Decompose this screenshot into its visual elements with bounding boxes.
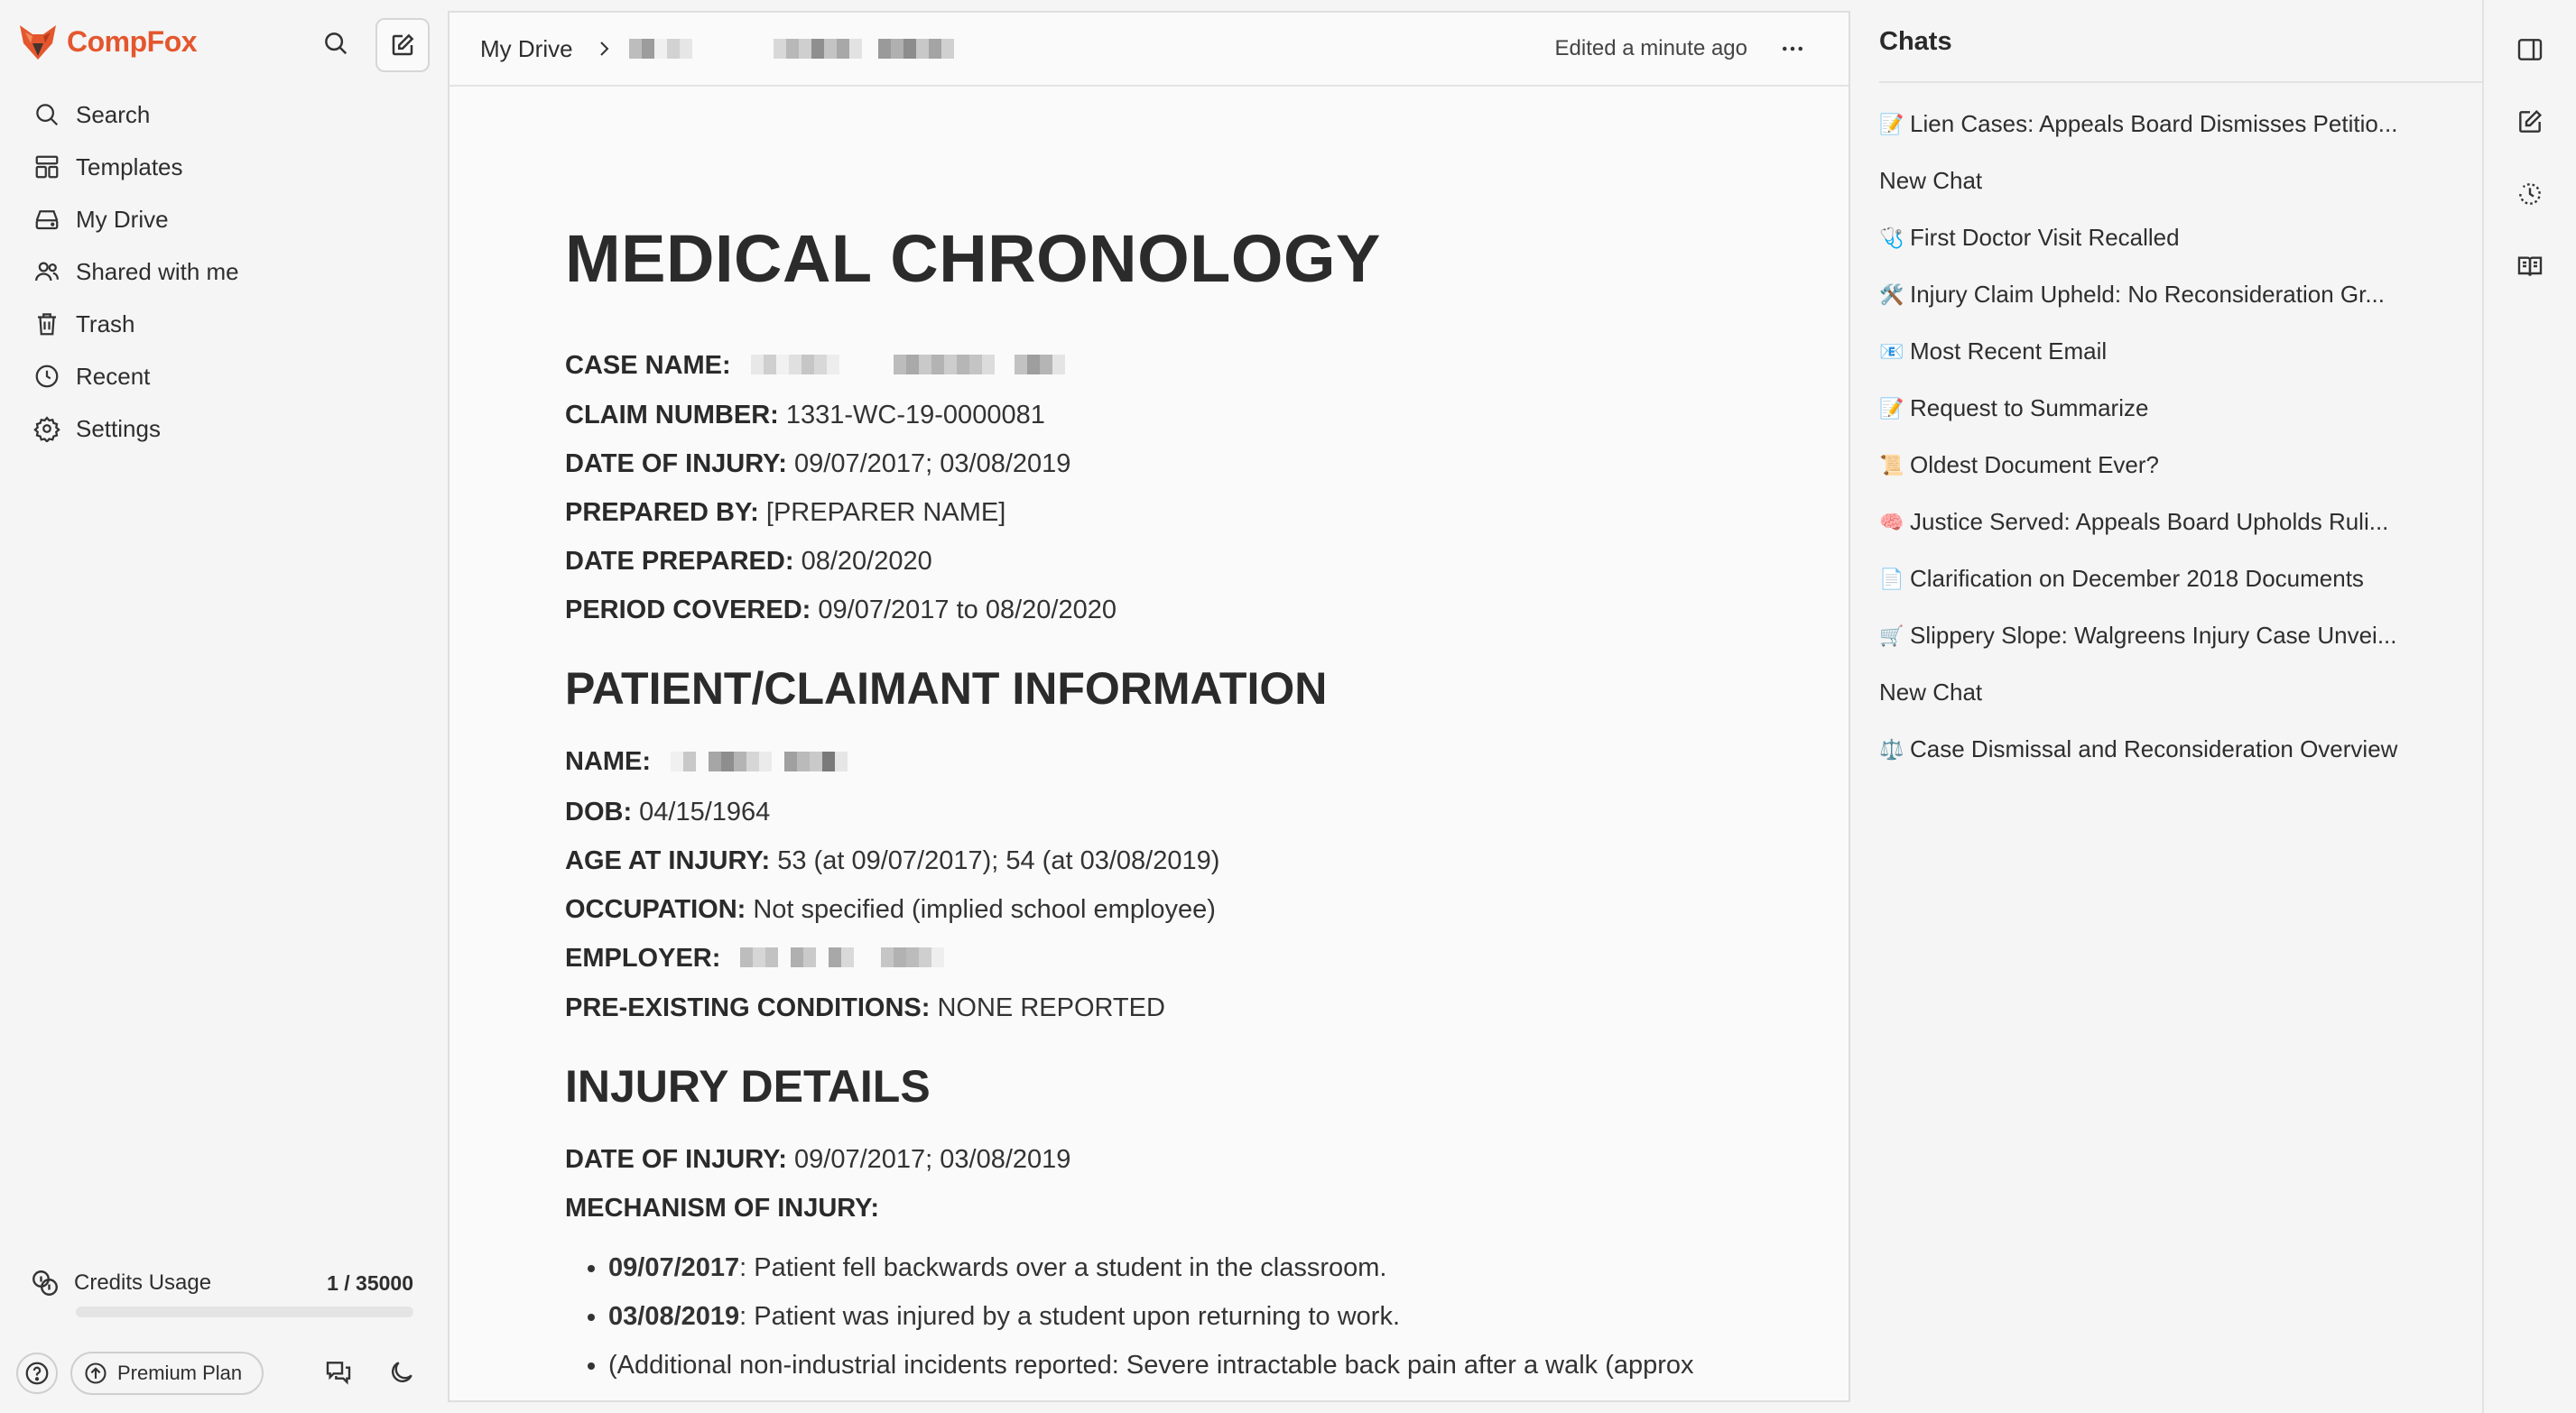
scroll-icon: 📜	[1879, 453, 1904, 476]
sidebar-item-trash[interactable]	[16, 298, 431, 350]
document-icon: 📄	[1879, 567, 1904, 590]
chat-item-label: New Chat	[1879, 679, 1983, 706]
field-value: 1331-WC-19-0000081	[785, 401, 1045, 430]
field-value: 09/07/2017; 03/08/2019	[794, 449, 1071, 479]
field-label: DOB:	[565, 797, 633, 827]
field-label: CLAIM NUMBER:	[565, 401, 779, 430]
field-value: 08/20/2020	[801, 547, 932, 577]
brand-name: CompFox	[67, 24, 198, 58]
case-name-line	[565, 341, 1793, 391]
redacted-patient-name	[671, 739, 848, 788]
right-rail	[2482, 0, 2576, 1413]
document-header	[449, 13, 1849, 87]
chats-title: Chats	[1879, 27, 1952, 56]
chat-item-label: Most Recent Email	[1910, 337, 2108, 365]
credits-value: 1 / 35000	[327, 1270, 413, 1295]
date-of-injury-line	[565, 439, 1793, 488]
field-label: AGE AT INJURY:	[565, 845, 771, 875]
fox-logo-icon	[16, 20, 60, 63]
section-heading-patient: PATIENT/CLAIMANT INFORMATION	[565, 663, 1328, 715]
cart-icon: 🛒	[1879, 623, 1904, 647]
sidebar-item-label: Shared with me	[76, 257, 239, 285]
coins-icon	[29, 1267, 61, 1299]
chat-item-label: Case Dismissal and Reconsideration Overview	[1910, 735, 2398, 762]
sidebar-item-search[interactable]	[16, 88, 431, 141]
occupation-line	[565, 885, 1793, 934]
chevron-right-icon	[593, 38, 615, 60]
chat-item[interactable]	[1879, 437, 2466, 494]
field-label: DATE OF INJURY:	[565, 449, 787, 479]
moon-icon	[387, 1358, 416, 1387]
chat-item[interactable]	[1879, 550, 2466, 607]
field-value: 09/07/2017; 03/08/2019	[794, 1145, 1071, 1175]
chat-list	[1879, 96, 2466, 778]
chat-item-label: Slippery Slope: Walgreens Injury Case Unvei...	[1910, 622, 2397, 649]
document-title: MEDICAL CHRONOLOGY	[565, 221, 1381, 296]
age-at-injury-line	[565, 836, 1793, 885]
field-label: EMPLOYER:	[565, 943, 721, 973]
chat-item[interactable]	[1879, 380, 2466, 437]
list-item-date: 03/08/2019	[608, 1302, 740, 1332]
list-item-date: 09/07/2017	[608, 1253, 740, 1283]
sidebar-item-recent[interactable]	[16, 350, 431, 402]
sidebar-item-label: Templates	[76, 152, 183, 180]
period-covered-line	[565, 586, 1793, 634]
users-icon	[31, 255, 63, 288]
field-label: DATE PREPARED:	[565, 547, 794, 577]
redacted-case-name	[751, 342, 1065, 391]
clock-icon	[31, 360, 63, 392]
chat-bubbles-icon	[324, 1358, 353, 1387]
list-item	[608, 1292, 1793, 1341]
sidebar-nav	[16, 88, 431, 455]
credits-progress-bar	[76, 1307, 413, 1317]
field-label: PERIOD COVERED:	[565, 596, 811, 625]
credits-usage	[29, 1263, 413, 1317]
field-value: 53 (at 09/07/2017); 54 (at 03/08/2019)	[777, 845, 1220, 875]
sidebar-footer	[16, 1350, 422, 1397]
upgrade-icon	[83, 1361, 108, 1386]
feedback-button[interactable]	[318, 1352, 359, 1393]
premium-plan-label: Premium Plan	[117, 1362, 243, 1384]
sidebar-search-button[interactable]	[310, 18, 361, 69]
injury-date-line	[565, 1135, 1793, 1184]
email-icon: 📧	[1879, 339, 1904, 363]
chat-item[interactable]	[1879, 494, 2466, 550]
mechanism-list	[565, 1243, 1793, 1390]
sidebar-item-label: My Drive	[76, 205, 169, 233]
chat-item[interactable]	[1879, 209, 2466, 266]
more-options-button[interactable]	[1773, 29, 1812, 69]
sidebar-item-label: Search	[76, 100, 151, 128]
library-button[interactable]	[2509, 245, 2551, 287]
templates-icon	[31, 151, 63, 183]
section-heading-injury: INJURY DETAILS	[565, 1061, 931, 1113]
stethoscope-icon: 🩺	[1879, 226, 1904, 249]
list-item-text: : Patient fell backwards over a student in the classroom.	[739, 1253, 1387, 1283]
dob-line	[565, 788, 1793, 836]
field-label: PRE-EXISTING CONDITIONS:	[565, 993, 931, 1023]
drive-icon	[31, 203, 63, 236]
sidebar-item-my-drive[interactable]	[16, 193, 431, 245]
sidebar-item-label: Recent	[76, 362, 151, 390]
document-body[interactable]	[565, 175, 1793, 1390]
patient-name-line	[565, 737, 1793, 787]
field-value: [PREPARER NAME]	[765, 498, 1006, 528]
sidebar-item-settings[interactable]	[16, 402, 431, 455]
sidebar-item-shared[interactable]	[16, 245, 431, 298]
pre-existing-conditions-line	[565, 984, 1793, 1032]
field-value: 04/15/1964	[639, 797, 771, 827]
credits-label: Credits Usage	[74, 1270, 212, 1295]
chat-item-label: Clarification on December 2018 Documents	[1910, 565, 2364, 592]
field-value: 09/07/2017 to 08/20/2020	[818, 596, 1117, 625]
list-item-text: : Patient was injured by a student upon returning to work.	[739, 1302, 1401, 1332]
document-pane	[448, 11, 1850, 1402]
breadcrumb-redacted-document	[774, 39, 954, 59]
new-chat-button[interactable]	[2509, 101, 2551, 143]
help-button[interactable]	[16, 1353, 58, 1394]
toggle-panel-button[interactable]	[2509, 29, 2551, 70]
field-value: NONE REPORTED	[937, 993, 1165, 1023]
claim-number-line	[565, 391, 1793, 439]
chat-item[interactable]	[1879, 721, 2466, 778]
premium-plan-button[interactable]	[70, 1352, 264, 1395]
sidebar-item-label: Settings	[76, 414, 161, 442]
breadcrumb-redacted-folder[interactable]	[629, 39, 692, 59]
brand[interactable]	[16, 16, 197, 67]
breadcrumb-my-drive[interactable]: My Drive	[480, 34, 573, 62]
mechanism-line	[565, 1184, 1793, 1233]
trash-icon	[31, 308, 63, 340]
field-label: PREPARED BY:	[565, 498, 759, 528]
dark-mode-toggle[interactable]	[381, 1352, 422, 1393]
chat-item-label: Lien Cases: Appeals Board Dismisses Petitio...	[1910, 110, 2398, 137]
tools-icon: 🛠️	[1879, 282, 1904, 306]
chat-item[interactable]	[1879, 152, 2466, 209]
redacted-employer	[740, 935, 944, 984]
book-icon	[2516, 252, 2544, 281]
brain-icon: 🧠	[1879, 510, 1904, 533]
edit-icon	[2516, 107, 2544, 136]
chat-item-label: Request to Summarize	[1910, 394, 2149, 421]
history-button[interactable]	[2509, 173, 2551, 215]
field-label: NAME:	[565, 747, 652, 777]
divider	[1879, 81, 2482, 83]
panel-icon	[2516, 35, 2544, 64]
scales-icon: ⚖️	[1879, 737, 1904, 761]
sidebar-item-templates[interactable]	[16, 141, 431, 193]
chat-item[interactable]	[1879, 96, 2466, 152]
chat-item-label: Justice Served: Appeals Board Upholds Ruli...	[1910, 508, 2389, 535]
field-label: MECHANISM OF INJURY:	[565, 1194, 879, 1224]
employer-line	[565, 934, 1793, 984]
chat-item-label: New Chat	[1879, 167, 1983, 194]
history-icon	[2516, 180, 2544, 208]
field-label: DATE OF INJURY:	[565, 1145, 787, 1175]
chats-panel	[1865, 0, 2482, 1413]
field-label: OCCUPATION:	[565, 894, 746, 924]
chat-item[interactable]	[1879, 664, 2466, 721]
chat-item-label: Oldest Document Ever?	[1910, 451, 2160, 478]
date-prepared-line	[565, 537, 1793, 586]
chat-item-label: First Doctor Visit Recalled	[1910, 224, 2180, 251]
new-document-button[interactable]	[375, 18, 430, 72]
help-icon	[23, 1360, 51, 1387]
list-item	[608, 1341, 1793, 1390]
sidebar-item-label: Trash	[76, 309, 135, 337]
memo-icon: 📝	[1879, 396, 1904, 420]
edit-icon	[389, 32, 416, 59]
gear-icon	[31, 412, 63, 445]
prepared-by-line	[565, 488, 1793, 537]
edited-status: Edited a minute ago	[1554, 36, 1747, 60]
field-value: Not specified (implied school employee)	[753, 894, 1216, 924]
chat-item-label: Injury Claim Upheld: No Reconsideration Gr...	[1910, 281, 2386, 308]
list-item-text: (Additional non-industrial incidents reported: Severe intractable back pain after a walk (approx	[608, 1351, 1694, 1381]
list-item	[608, 1243, 1793, 1292]
field-label: CASE NAME:	[565, 351, 731, 380]
search-icon	[31, 98, 63, 131]
chat-item[interactable]	[1879, 266, 2466, 323]
chat-item[interactable]	[1879, 607, 2466, 664]
memo-icon: 📝	[1879, 112, 1904, 135]
search-icon	[322, 30, 349, 57]
chat-item[interactable]	[1879, 323, 2466, 380]
left-sidebar	[0, 0, 442, 1413]
ellipsis-icon	[1779, 35, 1806, 62]
